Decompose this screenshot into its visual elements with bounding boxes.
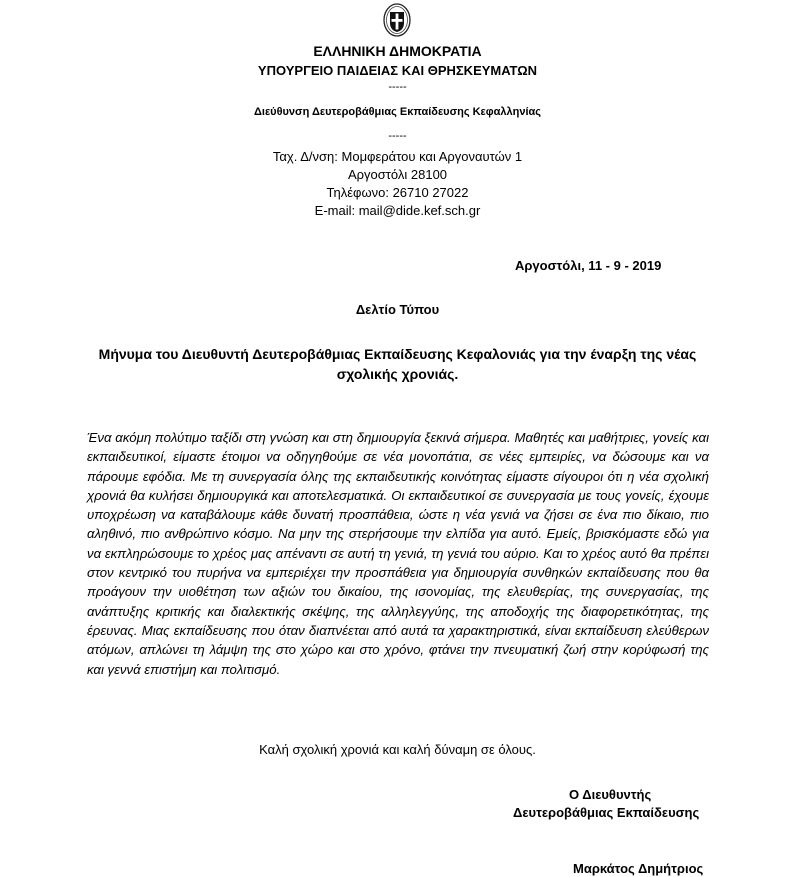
date-line: Αργοστόλι, 11 - 9 - 2019 (515, 258, 662, 273)
title-line-1: Μήνυμα του Διευθυντή Δευτεροβάθμιας Εκπαίδευσης Κεφαλονιάς για την έναρξη της νέας (98, 346, 697, 362)
closing-wish: Καλή σχολική χρονιά και καλή δύναμη σε όλους. (259, 742, 536, 757)
greek-coat-of-arms-icon (383, 3, 411, 37)
document-type: Δελτίο Τύπου (355, 302, 440, 317)
directorate-name: Διεύθυνση Δευτεροβάθμιας Εκπαίδευσης Κεφαλληνίας (254, 106, 541, 118)
signatory-name: Μαρκάτος Δημήτριος (573, 861, 704, 876)
press-release-body: Ένα ακόμη πολύτιμο ταξίδι στη γνώση και στη δημιουργία ξεκινά σήμερα. Μαθητές και μαθήτριες, γονείς και εκπαιδευτικοί, είμαστε έτοιμοι να οδηγηθούμε σε νέα μονοπάτια, σε νέες εμπειρίες, να δώσουμε και να πάρουμε εφόδια. Με τη συνεργασία όλης της εκπαιδευτικής κοινότητας είμαστε σίγουροι ότι η νέα σχολική χρονιά θα κυλήσει δημιουργικά και αποτελεσματικά. Οι εκπαιδευτικοί σε συνεργασία με τους γονείς, έχουμε υποχρέωση να καταβάλουμε κάθε δυνατή προσπάθεια, ώστε η νέα γενιά να ζήσει σε ένα πιο δίκαιο, πιο αληθινό, πιο ανθρώπινο κόσμο. Να μην της στερήσουμε την ελπίδα για αυτό. Εμείς, βρισκόμαστε εδώ για να εκπληρώσουμε το χρέος μας απέναντι σε αυτή τη γενιά, τη γενιά του αύριο. Και το χρέος αυτό θα πρέπει στον κεντρικό του πυρήνα να εμπεριέχει την προσπάθεια για δημιουργία συνθηκών εκπαίδευσης που θα προάγουν την υιοθέτηση των αξιών του δικαίου, της ισονομίας, της ελευθερίας, της συνεργασίας, της ανάπτυξης κριτικής και διαλεκτικής σκέψης, της αλληλεγγύης, της αποδοχής της διαφορετικότητας, της έρευνας. Μιας εκπαίδευσης που όταν διαπνέεται από αυτά τα χαρακτηριστικά, είναι εκπαίδευση ελεύθερων ατόμων, απλώνει τη λάμψη της στο χώρο και στο χρόνο, φτάνει την πνευματική ζωή στην κορύφωσή της και γεννά επιστήμη και πολιτισμό. (87, 430, 709, 677)
country-name: ΕΛΛΗΝΙΚΗ ΔΗΜΟΚΡΑΤΙΑ (313, 43, 482, 59)
separator: ----- (388, 130, 407, 142)
email-address: E-mail: mail@dide.kef.sch.gr (314, 203, 481, 218)
ministry-name: ΥΠΟΥΡΓΕΙΟ ΠΑΙΔΕΙΑΣ ΚΑΙ ΘΡΗΣΚΕΥΜΑΤΩΝ (257, 63, 538, 78)
postal-address: Ταχ. Δ/νση: Μομφεράτου και Αργοναυτών 1 (272, 149, 523, 164)
phone-number: Τηλέφωνο: 26710 27022 (326, 185, 469, 200)
signature-title-2: Δευτεροβάθμιας Εκπαίδευσης (513, 805, 700, 820)
city-postcode: Αργοστόλι 28100 (347, 167, 448, 182)
separator: ----- (388, 81, 407, 93)
title-line-2: σχολικής χρονιάς. (336, 366, 459, 382)
signature-title-1: Ο Διευθυντής (569, 787, 652, 802)
